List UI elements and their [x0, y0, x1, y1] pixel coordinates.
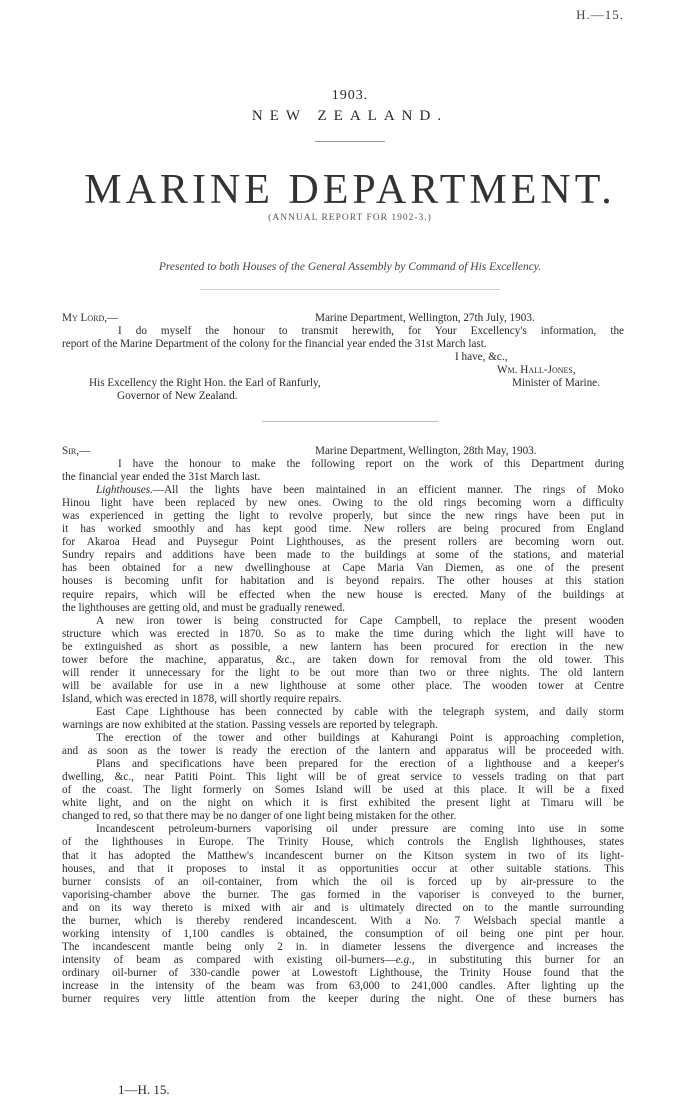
body-line: will render it unnecessary for the light to be out more than two or three nights. The old lantern	[62, 666, 624, 679]
body-line: was experienced in getting the light to revolve properly, but since the new rings have been put in	[62, 510, 624, 523]
body-line: of the coast. The light formerly on Somes Island will be used at this place. It will be a fixed	[62, 784, 624, 797]
body-line: it has worked smoothly and has kept good time. New rollers are being procured from England	[62, 523, 624, 536]
letter1-closing: I have, &c.,	[455, 351, 508, 363]
page-identifier: H.—15.	[576, 7, 624, 22]
country-heading: NEW ZEALAND.	[251, 108, 449, 124]
letter1-salutation: My Lord,—	[62, 312, 119, 324]
letter2-salutation: Sir,—	[62, 445, 91, 457]
letter1-addressee: His Excellency the Right Hon. the Earl of Ranfurly,	[89, 377, 321, 389]
letter1-addressee: Governor of New Zealand.	[117, 390, 238, 402]
department-title: MARINE DEPARTMENT.	[84, 167, 616, 213]
footer-signature: 1—H. 15.	[118, 1082, 170, 1097]
title-rule	[315, 141, 385, 142]
body-line: of the lighthouses in Europe. The Trinity House, which controls the English lighthouses, states	[62, 836, 624, 849]
body-line: structure which was erected in 1870. So as to make the time during which the light will have to	[62, 627, 624, 640]
body-line: and as soon as the tower is ready the erection of the lantern and apparatus will be proceeded with.	[62, 745, 624, 758]
letter-separator-rule	[262, 421, 438, 422]
section-heading-lighthouses: Lighthouses.	[96, 484, 153, 497]
presented-rule	[200, 289, 500, 290]
body-line: ordinary oil-burner of 330-candle power at Lowestoft Lighthouse, the Trinity House found that the	[62, 966, 624, 979]
body-line: Hinou light have been replaced by new ones. Owing to the old rings becoming worn a difficulty	[62, 497, 624, 510]
body-line: will be available for use in a new lighthouse at some other place. The wooden tower at Centre	[62, 679, 624, 692]
body-line: white light, and on the night on which it is first exhibited the present light at Timaru will be	[62, 797, 624, 810]
body-line: working intensity of 1,100 candles is obtained, the consumption of oil being one pint per hour.	[62, 927, 624, 940]
body-line: The incandescent mantle being only 2 in. in diameter lessens the divergence and increases the	[62, 940, 624, 953]
presented-line: Presented to both Houses of the General Assembly by Command of His Excellency.	[158, 261, 542, 273]
body-line: changed to red, so that there may be no danger of one light being mistaken for the other.	[62, 810, 457, 823]
report-subtitle: (ANNUAL REPORT FOR 1902-3.)	[268, 213, 432, 223]
body-line: tower before the machine, apparatus, &c., are taken down for removal from the old tower. This	[62, 653, 624, 666]
letter2-place-date: Marine Department, Wellington, 28th May, 1903.	[315, 445, 537, 457]
body-line: East Cape Lighthouse has been connected by cable with the telegraph system, and daily storm	[96, 705, 624, 718]
body-line: burner consists of an oil-container, from which the oil is forced up by air-pressure to the	[62, 875, 624, 888]
body-line: for Akaroa Head and Puysegur Point Lighthouses, as the present rollers are becoming worn out.	[62, 536, 624, 549]
abbreviation-eg: e.g.,	[395, 953, 415, 966]
body-line: Plans and specifications have been prepared for the erection of a lighthouse and a keeper's	[96, 758, 624, 771]
body-line: that it has adopted the Matthew's incandescent burner on the Kitson system in two of its light-	[62, 849, 624, 862]
body-line: houses, and that it proposes to instal it as opportunities occur at other suitable stations. This	[62, 862, 624, 875]
body-line: I have the honour to make the following report on the work of this Department during	[118, 458, 624, 470]
body-line: has been obtained for a new dwellinghouse at Cape Maria Van Diemen, as one of the present	[62, 562, 624, 575]
body-line: Island, which was erected in 1878, will shortly require repairs.	[62, 692, 342, 705]
body-line: increase in the intensity of the beam was from 63,000 to 241,000 candles. After lighting up the	[62, 980, 624, 992]
body-line: Lighthouses.—All the lights have been maintained in an efficient manner. The rings of Moko	[96, 484, 624, 497]
letter1-place-date: Marine Department, Wellington, 27th July, 1903.	[315, 312, 535, 324]
body-line: The erection of the tower and other buildings at Kahurangi Point is approaching completion,	[96, 732, 624, 745]
body-line: Incandescent petroleum-burners vaporising oil under pressure are coming into use in some	[96, 823, 624, 836]
letter1-signature: Wm. Hall-Jones,	[497, 364, 576, 376]
body-line: burner requires very little attention from the keeper during the night. One of these burners has	[62, 993, 624, 1006]
body-line: and on its way thereto is mixed with air and is ultimately directed on to the mantle surrounding	[62, 901, 624, 914]
body-line: intensity of beam as compared with existing oil-burners—e.g., in substituting this burner for an	[62, 953, 624, 966]
body-line: the lighthouses are getting old, and must be gradually renewed.	[62, 601, 346, 614]
body-line: be extinguished as short as possible, a new lantern has been procured for erection in the new	[62, 640, 624, 653]
report-year: 1903.	[331, 88, 369, 103]
body-line: Sundry repairs and additions have been made to the buildings at some of the stations, and material	[62, 549, 624, 562]
body-line: dwelling, &c., near Patiti Point. This light will be of great service to vessels trading on that part	[62, 771, 624, 784]
letter1-body-line: report of the Marine Department of the colony for the financial year ended the 31st March last.	[62, 338, 487, 350]
body-line: warnings are now exhibited at the station. Passing vessels are reported by telegraph.	[62, 719, 438, 731]
body-line: the financial year ended the 31st March last.	[62, 471, 261, 484]
body-line: A new iron tower is being constructed for Cape Campbell, to replace the present wooden	[96, 614, 624, 627]
body-line: require repairs, which will be effected when the new house is erected. Many of the buildings at	[62, 588, 624, 601]
body-line: vaporising-chamber above the burner. The gas formed in the vaporiser is conveyed to the burner,	[62, 888, 624, 901]
letter1-signer-title: Minister of Marine.	[512, 377, 600, 389]
body-line: houses is becoming unfit for habitation and is beyond repairs. The other houses at this station	[62, 575, 624, 588]
letter1-body-line: I do myself the honour to transmit herewith, for Your Excellency's information, the	[118, 325, 624, 337]
body-line: the burner, which is thereby rendered incandescent. With a No. 7 Welsbach special mantle a	[62, 914, 624, 927]
